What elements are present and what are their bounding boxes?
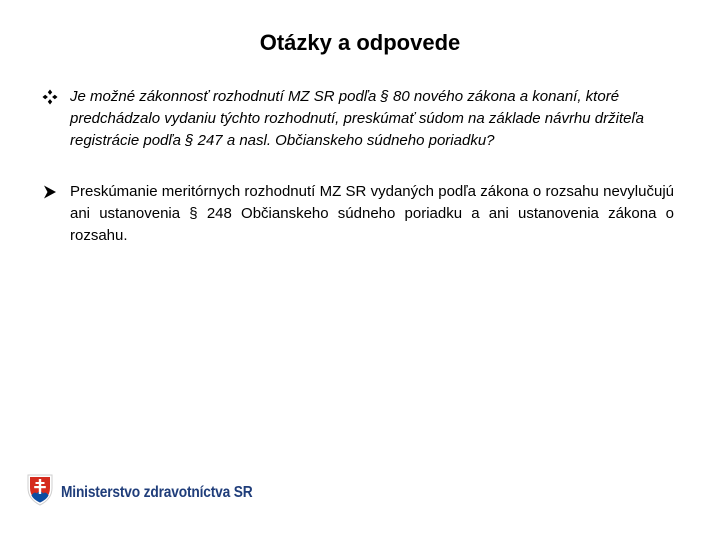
list-item-answer <box>42 181 674 247</box>
answer-text: Preskúmanie meritórnych rozhodnutí MZ SR vydaných podľa zákona o rozsahu nevylučujú ani ustanovenia § 248 Občianskeho súdneho poriadku a ani ustanovenia zákona o rozsahu. <box>70 183 674 244</box>
page-title: Otázky a odpovede <box>259 30 461 55</box>
arrow-bullet-icon <box>42 181 70 203</box>
question-text: Je možné zákonnosť rozhodnutí MZ SR podľa § 80 nového zákona a konaní, ktoré predchádzalo vydaniu týchto rozhodnutí, preskúmať súdom na základe návrhu držiteľa registrácie podľa § 247 a nasl. Občianskeho súdneho poriadku? <box>70 88 645 149</box>
list-item-question <box>42 86 674 152</box>
slovak-coat-of-arms-icon <box>27 474 53 511</box>
diamond-bullet-icon <box>42 86 70 108</box>
ministry-name: Ministerstvo zdravotníctva SR <box>61 483 253 501</box>
ministry-logo <box>27 474 284 511</box>
